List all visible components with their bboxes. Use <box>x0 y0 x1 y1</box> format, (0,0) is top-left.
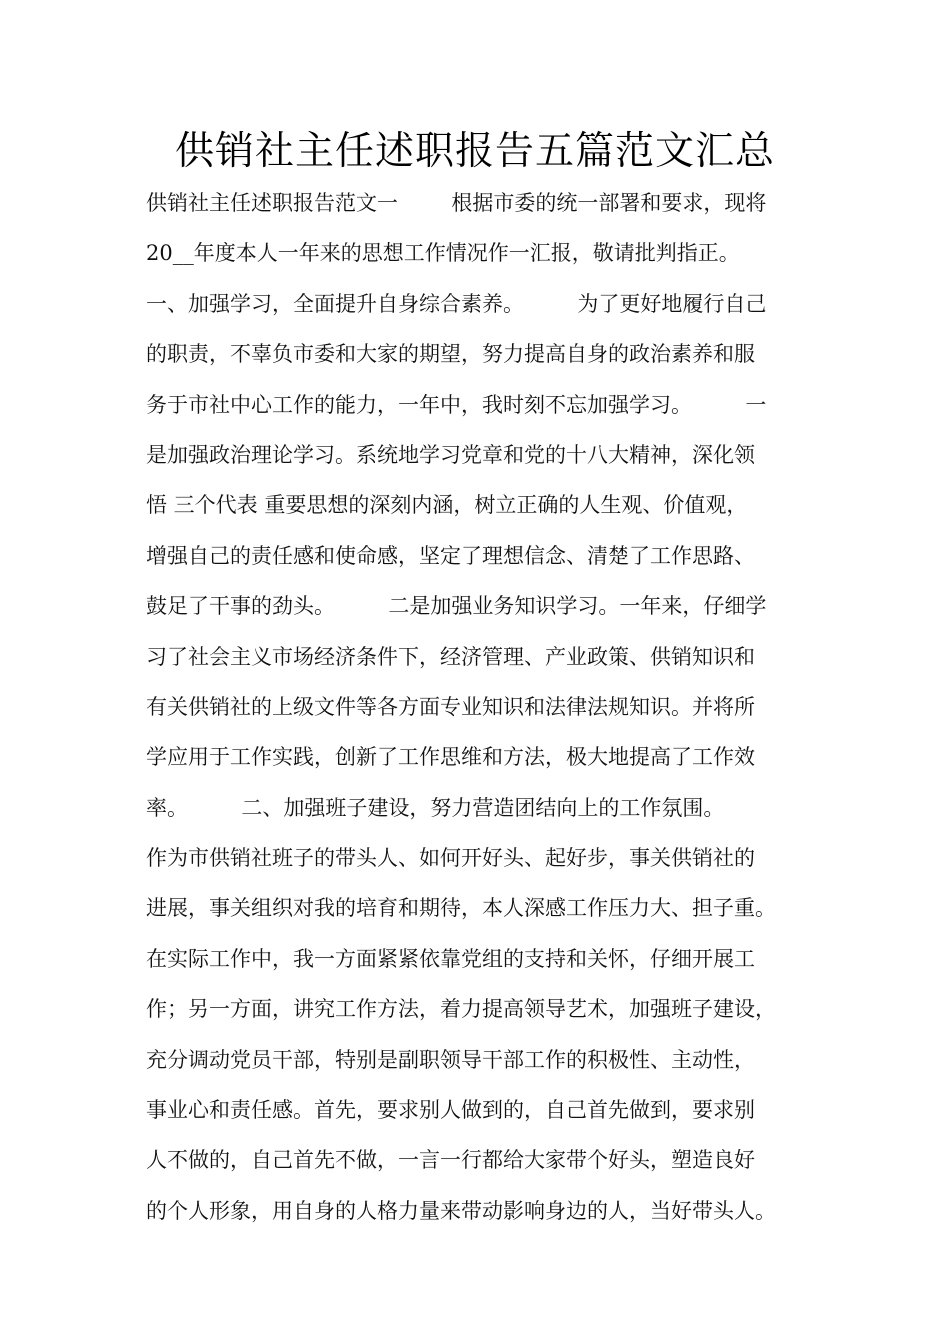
body-line: 增强自己的责任感和使命感，坚定了理想信念、清楚了工作思路、 <box>146 543 755 568</box>
body-line: 20__年度本人一年来的思想工作情况作一汇报，敬请批判指正。 <box>146 241 740 266</box>
body-line: 进展，事关组织对我的培育和期待，本人深感工作压力大、担子重。 <box>146 896 776 921</box>
body-line: 作；另一方面，讲究工作方法，着力提高领导艺术，加强班子建设， <box>146 997 776 1022</box>
body-line: 鼓足了干事的劲头。 二是加强业务知识学习。一年来，仔细学 <box>146 594 767 619</box>
body-line: 有关供销社的上级文件等各方面专业知识和法律法规知识。并将所 <box>146 694 755 719</box>
body-line: 的个人形象，用自身的人格力量来带动影响身边的人，当好带头人。 <box>146 1198 776 1223</box>
body-line: 作为市供销社班子的带头人、如何开好头、起好步，事关供销社的 <box>146 846 755 871</box>
body-line: 一、加强学习，全面提升自身综合素养。 为了更好地履行自己 <box>146 291 767 316</box>
document-body <box>146 178 826 1236</box>
document-title: 供销社主任述职报告五篇范文汇总 <box>174 129 775 174</box>
body-line: 在实际工作中，我一方面紧紧依靠党组的支持和关怀，仔细开展工 <box>146 946 755 971</box>
body-line: 学应用于工作实践，创新了工作思维和方法，极大地提高了工作效 <box>146 745 755 770</box>
body-line: 习了社会主义市场经济条件下，经济管理、产业政策、供销知识和 <box>146 644 755 669</box>
body-line: 悟 三个代表 重要思想的深刻内涵，树立正确的人生观、价值观， <box>146 493 748 518</box>
body-line: 供销社主任述职报告范文一 根据市委的统一部署和要求，现将 <box>146 191 767 215</box>
body-line: 充分调动党员干部，特别是副职领导干部工作的积极性、主动性， <box>146 1047 755 1072</box>
body-line: 事业心和责任感。首先，要求别人做到的，自己首先做到，要求别 <box>146 1098 755 1123</box>
body-line: 务于市社中心工作的能力，一年中，我时刻不忘加强学习。 一 <box>146 392 767 417</box>
body-line: 人不做的，自己首先不做，一言一行都给大家带个好头，塑造良好 <box>146 1148 755 1173</box>
body-line: 的职责，不辜负市委和大家的期望，努力提高自身的政治素养和服 <box>146 342 755 367</box>
body-line: 是加强政治理论学习。系统地学习党章和党的十八大精神，深化领 <box>146 442 755 467</box>
body-line: 率。 二、加强班子建设，努力营造团结向上的工作氛围。 <box>146 795 725 820</box>
